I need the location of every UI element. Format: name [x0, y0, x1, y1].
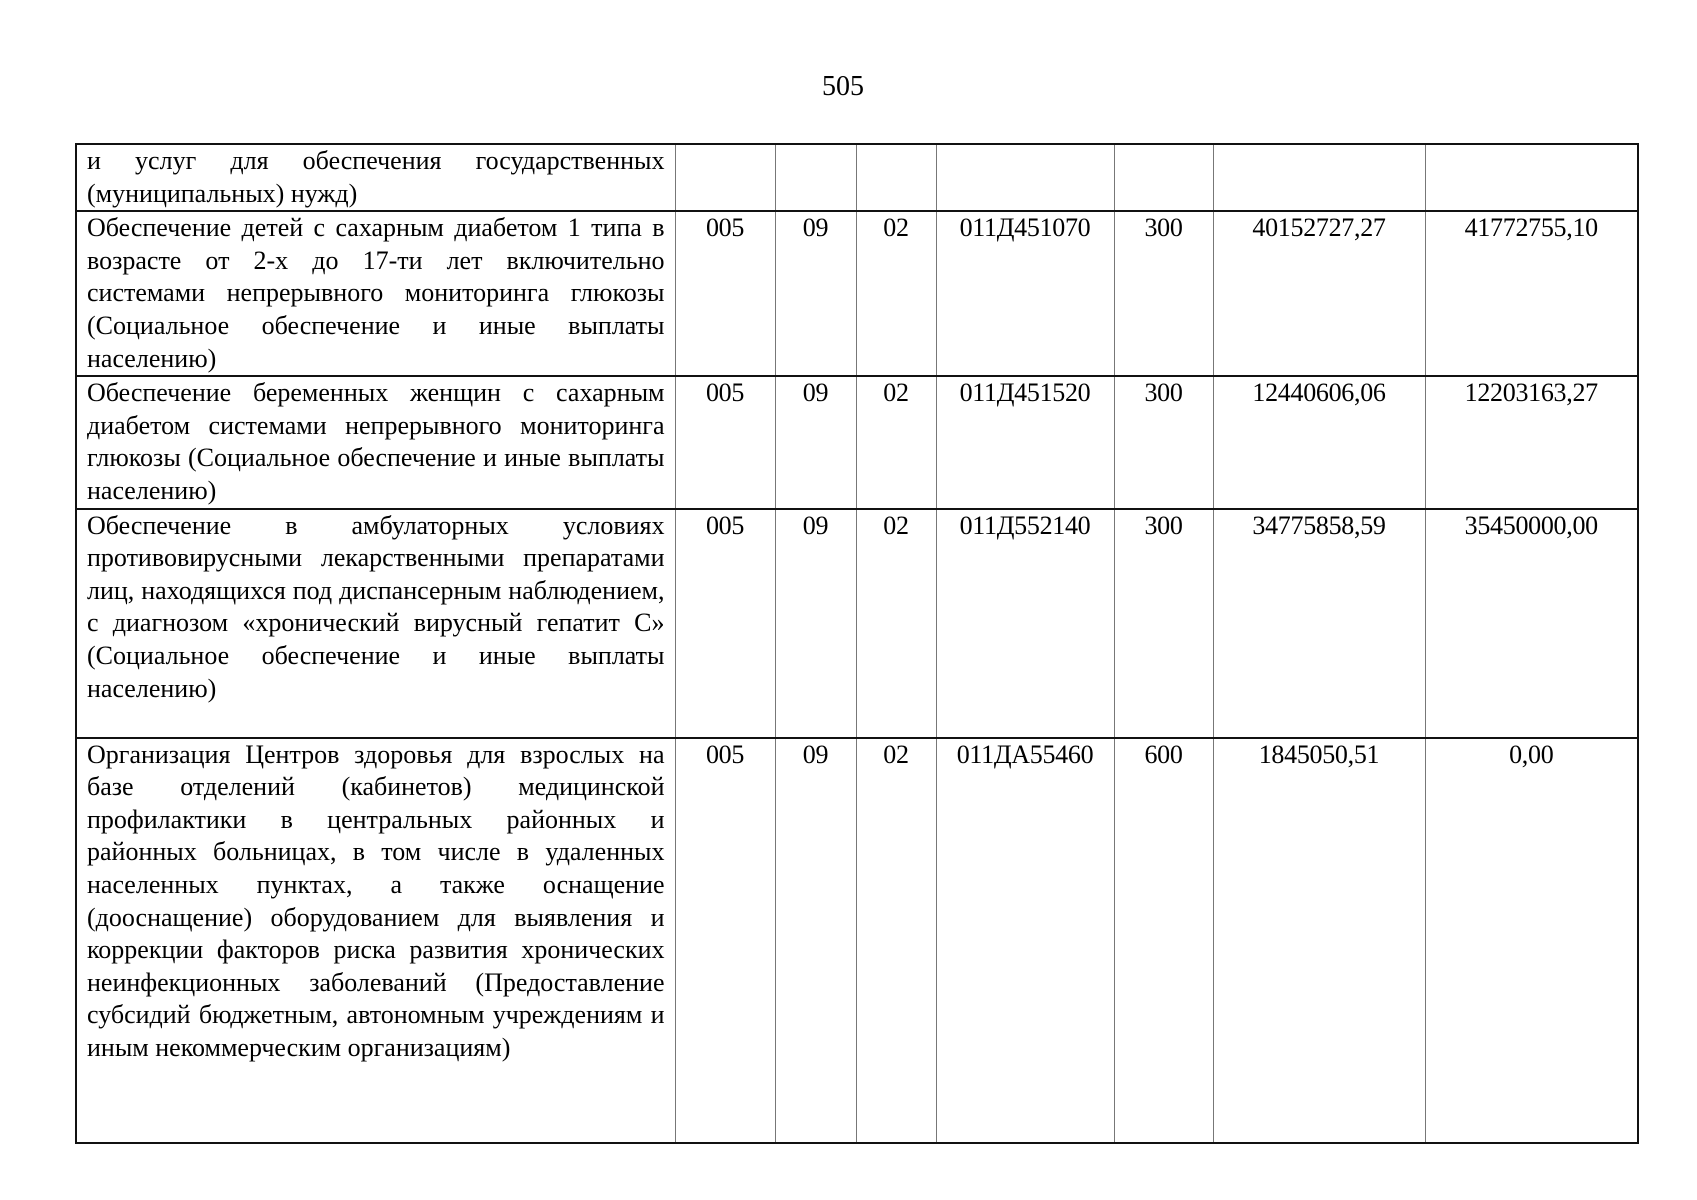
row-section-code	[775, 144, 856, 211]
table-row	[76, 144, 1638, 211]
table-row	[76, 509, 1638, 738]
row-amount-year-1	[1213, 144, 1425, 211]
table-row	[76, 211, 1638, 376]
row-amount-year-2: 41772755,10	[1425, 211, 1638, 376]
row-description: Обеспечение детей с сахарным диабетом 1 типа в возрасте от 2-х до 17-ти лет включительно системами непрерывного мониторинга глюкозы (Социальное обеспечение и иные выплаты населению)	[76, 211, 675, 376]
table-body	[76, 144, 1638, 1143]
row-amount-year-2: 12203163,27	[1425, 376, 1638, 508]
row-subsection-code	[856, 144, 936, 211]
row-description: Обеспечение в амбулаторных условиях противовирусными лекарственными препаратами лиц, находящихся под диспансерным наблюдением, с диагнозом «хронический вирусный гепатит С» (Социальное обеспечение и иные выплаты населению)	[76, 509, 675, 738]
page-number: 505	[822, 71, 864, 102]
row-grbs-code: 005	[675, 211, 775, 376]
row-subsection-code: 02	[856, 509, 936, 738]
row-grbs-code: 005	[675, 376, 775, 508]
row-expense-type: 300	[1114, 211, 1213, 376]
row-subsection-code: 02	[856, 738, 936, 1143]
row-grbs-code: 005	[675, 738, 775, 1143]
row-subsection-code: 02	[856, 376, 936, 508]
row-section-code: 09	[775, 738, 856, 1143]
row-target-article: 011Д451520	[936, 376, 1114, 508]
row-target-article: 011ДА55460	[936, 738, 1114, 1143]
row-amount-year-1: 34775858,59	[1213, 509, 1425, 738]
row-amount-year-1: 1845050,51	[1213, 738, 1425, 1143]
table-row	[76, 738, 1638, 1143]
row-amount-year-1: 12440606,06	[1213, 376, 1425, 508]
row-amount-year-2	[1425, 144, 1638, 211]
row-target-article: 011Д451070	[936, 211, 1114, 376]
row-expense-type: 600	[1114, 738, 1213, 1143]
row-subsection-code: 02	[856, 211, 936, 376]
row-section-code: 09	[775, 211, 856, 376]
row-amount-year-2: 35450000,00	[1425, 509, 1638, 738]
row-target-article: 011Д552140	[936, 509, 1114, 738]
row-grbs-code	[675, 144, 775, 211]
row-description: Организация Центров здоровья для взрослых на базе отделений (кабинетов) медицинской профилактики в центральных районных и районных больницах, в том числе в удаленных населенных пунктах, а также оснащение (дооснащение) оборудованием для выявления и коррекции факторов риска развития хронических неинфекционных заболеваний (Предоставление субсидий бюджетным, автономным учреждениям и иным некоммерческим организациям)	[76, 738, 675, 1143]
row-description: Обеспечение беременных женщин с сахарным диабетом системами непрерывного мониторинга глюкозы (Социальное обеспечение и иные выплаты населению)	[76, 376, 675, 508]
row-expense-type: 300	[1114, 376, 1213, 508]
budget-table	[75, 143, 1639, 1144]
row-amount-year-1: 40152727,27	[1213, 211, 1425, 376]
row-expense-type	[1114, 144, 1213, 211]
row-amount-year-2: 0,00	[1425, 738, 1638, 1143]
row-expense-type: 300	[1114, 509, 1213, 738]
row-section-code: 09	[775, 509, 856, 738]
row-target-article	[936, 144, 1114, 211]
row-description: и услуг для обеспечения государственных (муниципальных) нужд)	[76, 144, 675, 211]
row-grbs-code: 005	[675, 509, 775, 738]
row-section-code: 09	[775, 376, 856, 508]
table-row	[76, 376, 1638, 508]
